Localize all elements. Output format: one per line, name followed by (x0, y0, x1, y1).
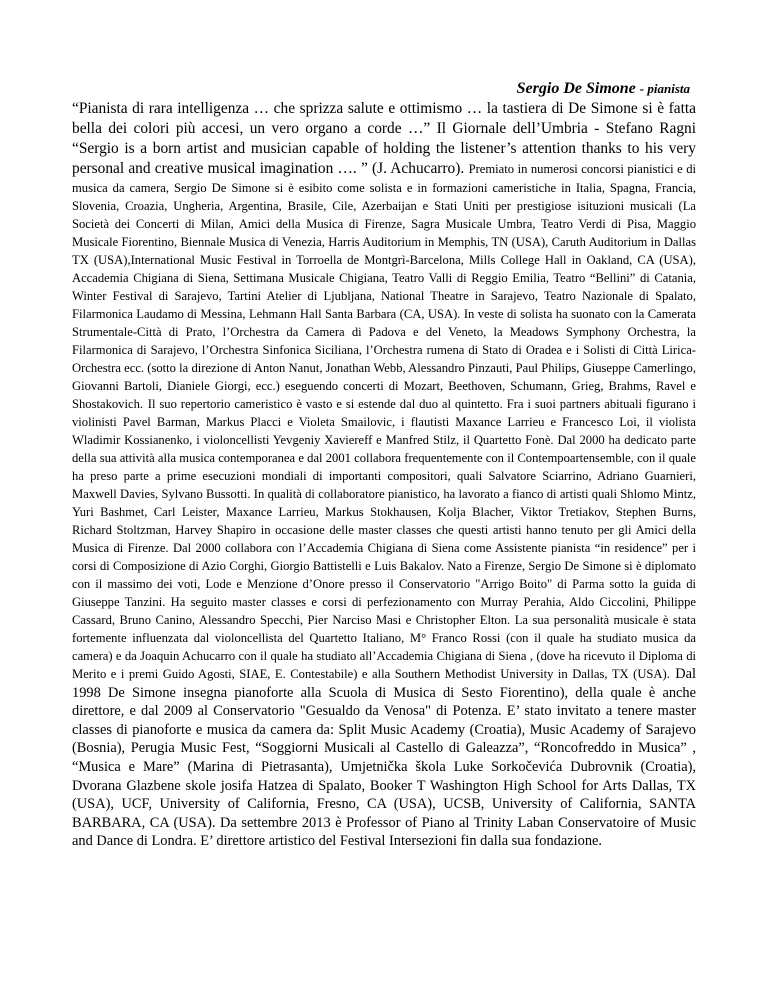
biography-paragraph (72, 99, 696, 851)
performance-history: Premiato in numerosi concorsi pianistici e di musica da camera, Sergio De Simone si è esibito come solista e in formazioni cameristiche in Italia, Spagna, Francia, Slovenia, Croazia, Ungheria, Argentina, Brasile, Cile, Azerbaijan e Stati Uniti per prestigiose isituzioni musicali (La Società dei Concerti di Milan, Amici della Musica di Firenze, Sagra Musicale Umbra, Teatro Verdi di Pisa, Maggio Musicale Fiorentino, Biennale Musica di Venezia, Harris Auditorium in Memphis, TN (USA), Caruth Auditorium in Dallas TX (USA),International Music Festival in Torroella de Montgrì-Barcelona, Mills College Hall in Oakland, CA (USA), Accademia Chigiana di Siena, Settimana Musicale Chigiana, Teatro Valli di Reggio Emilia, Teatro “Bellini” di Catania, Winter Festival di Sarajevo, Tartini Atelier di Ljubljana, National Theatre in Sarajevo, Teatro Nazionale di Spalato, Filarmonica Laudamo di Messina, Lehmann Hall Santa Barbara (CA, USA). In veste di solista ha suonato con la Camerata Strumentale-Città di Prato, l’Orchestra da Camera di Padova e del Veneto, la Meadows Symphony Orchestra, la Filarmonica di Sarajevo, l’Orchestra Sinfonica Siciliana, l’Orchestra rumena di Stato di Oradea e i Solisti di Città Lirica-Orchestra ecc. (sotto la direzione di Anton Nanut, Jonathan Webb, Alessandro Pinzauti, Paul Philips, Giuseppe Camerlingo, Giovanni Bartoli, Dianiele Giorgi, ecc.) eseguendo concerti di Mozart, Beethoven, Schumann, Grieg, Brahms, Ravel e Shostakovich. (72, 162, 697, 411)
artist-name: Sergio De Simone (516, 80, 636, 97)
press-quotes: “Pianista di rara intelligenza … che sprizza salute e ottimismo … la tastiera di De Simone si è fatta bella dei colori più accesi, un vero organo a corde …” Il Giornale dell’Umbria - Stefano Ragni “Sergio is a born artist and musician capable of holding the listener’s attention thanks to his very personal and creative musical imagination …. ” (J. Achucarro). (72, 100, 696, 177)
teaching-career: Dal 1998 De Simone insegna pianoforte alla Scuola di Musica di Sesto Fiorentino), della quale è anche direttore, e dal 2009 al Conservatorio "Gesualdo da Venosa" di Potenza. E’ stato invitato a tenere master classes di pianoforte e musica da camera da: Split Music Academy (Croatia), Music Academy of Sarajevo (Bosnia), Perugia Music Fest, “Soggiorni Musicali al Castello di Galeazza”, “Roncofreddo in Musica” , “Musica e Mare” (Marina di Pietrasanta), Umjetnička škola Luke Sorkočevića Dubrovnik (Croatia), Dvorana Glazbene skole josifa Hatzea di Spalato, Booker T Washington High School for Arts Dallas, TX (USA), UCF, University of California, Fresno, CA (USA), UCSB, University of California, SANTA BARBARA, CA (USA). Da settembre 2013 è Professor of Piano al Trinity Laban Conservatoire of Music and Dance di Londra. E’ direttore artistico del Festival Intersezioni fin dalla sua fondazione. (72, 666, 696, 850)
document-page (72, 80, 696, 851)
document-heading (72, 80, 696, 98)
artist-role: - pianista (639, 81, 690, 96)
chamber-music-career: Il suo repertorio cameristico è vasto e si estende dal duo al quintetto. Fra i suoi partners abituali figurano i violinisti Pavel Barman, Markus Placci e Violeta Smailovic, i flautisti Maxance Larrieu e Francesco Loi, il violista Wladimir Kossianenko, i violoncellisti Yevgeniy Xaviereff e Manfred Stilz, il Quartetto Fonè. Dal 2000 ha dedicato parte della sua attività alla musica contemporanea e dal 2001 collabora frequentemente con il Contempoartensemble, con il quale ha preso parte a prime esecuzioni mondiali di importanti compositori, quali Salvatore Sciarrino, Adriano Guarnieri, Maxwell Davies, Sylvano Bussotti. In qualità di collaboratore pianistico, ha lavorato a fianco di artisti quali Shlomo Mintz, Yuri Bashmet, Carl Leister, Maxance Larrieu, Markus Stokhausen, Kolja Blacher, Viktor Tretiakov, Stephen Burns, Richard Stoltzman, Harvey Shapiro in occasione delle master classes che questi artisti hanno tenuto per gli Amici della Musica di Firenze. Dal 2000 collabora con l’Accademia Chigiana di Siena come Assistente pianista “in residence” per i corsi di Composizione di Azio Corghi, Giorgio Battistelli e Luis Bakalov. Nato a Firenze, Sergio De Simone si è diplomato con il massimo dei voti, Lode e Menzione d’Onore presso il Conservatorio "Arrigo Boito" di Parma sotto la guida di Giuseppe Tanzini. Ha seguito master classes e corsi di perfezionamento con Murray Perahia, Aldo Ciccolini, Philippe Cassard, Bruno Canino, Alessandro Specchi, Pier Narciso Masi e Christopher Elton. La sua personalità musicale è stata fortemente influenzata dal violoncellista del Quartetto Italiano, M° Franco Rossi (con il quale ha studiato musica da camera) e da Joaquin Achucarro con il quale ha studiato all’Accademia Chigiana di Siena , (dove ha ricevuto il Diploma di Merito e i premi Guido Agosti, SIAE, E. Contestabile) e alla Southern Methodist University in Dallas, TX (USA). (72, 397, 696, 681)
